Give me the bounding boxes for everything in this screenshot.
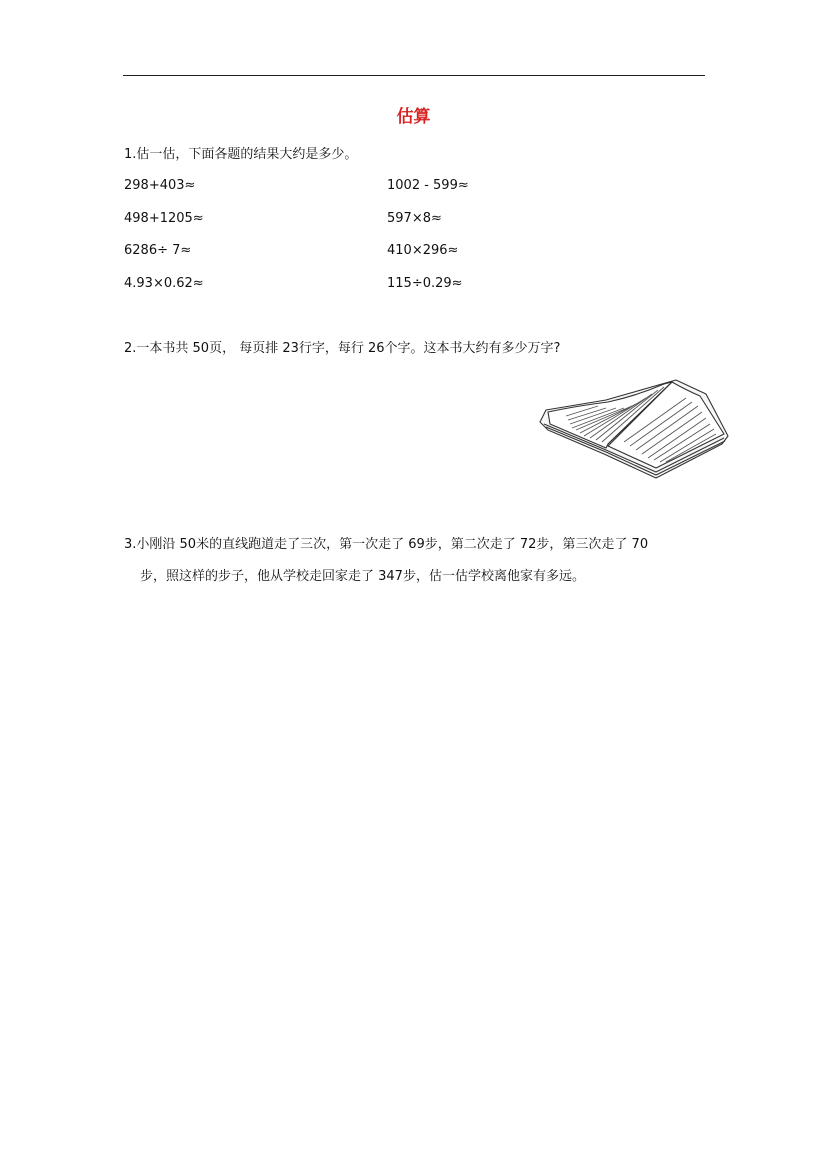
question-3-line-2: 步，照这样的步子，他从学校走回家走了 347步，估一估学校离他家有多远。 (140, 569, 585, 584)
q1-item-3a: 6286÷ 7≈ (124, 243, 192, 258)
q1-item-1b: 1002 - 599≈ (387, 178, 469, 193)
q1-item-2a: 498+1205≈ (124, 211, 204, 226)
q1-item-2b: 597×8≈ (387, 211, 442, 226)
q1-item-4a: 4.93×0.62≈ (124, 276, 204, 291)
open-book-illustration (536, 372, 732, 482)
question-2-prompt: 2.一本书共 50页， 每页排 23行字，每行 26个字。这本书大约有多少万字? (124, 341, 561, 356)
question-1-prompt: 1.估一估，下面各题的结果大约是多少。 (124, 147, 358, 162)
header-rule (123, 75, 705, 76)
q1-item-4b: 115÷0.29≈ (387, 276, 463, 291)
page-title: 估算 (396, 107, 431, 127)
q1-item-3b: 410×296≈ (387, 243, 459, 258)
question-3-line-1: 3.小刚沿 50米的直线跑道走了三次，第一次走了 69步，第二次走了 72步，第三次走了 70 (124, 537, 649, 552)
q1-item-1a: 298+403≈ (124, 178, 196, 193)
